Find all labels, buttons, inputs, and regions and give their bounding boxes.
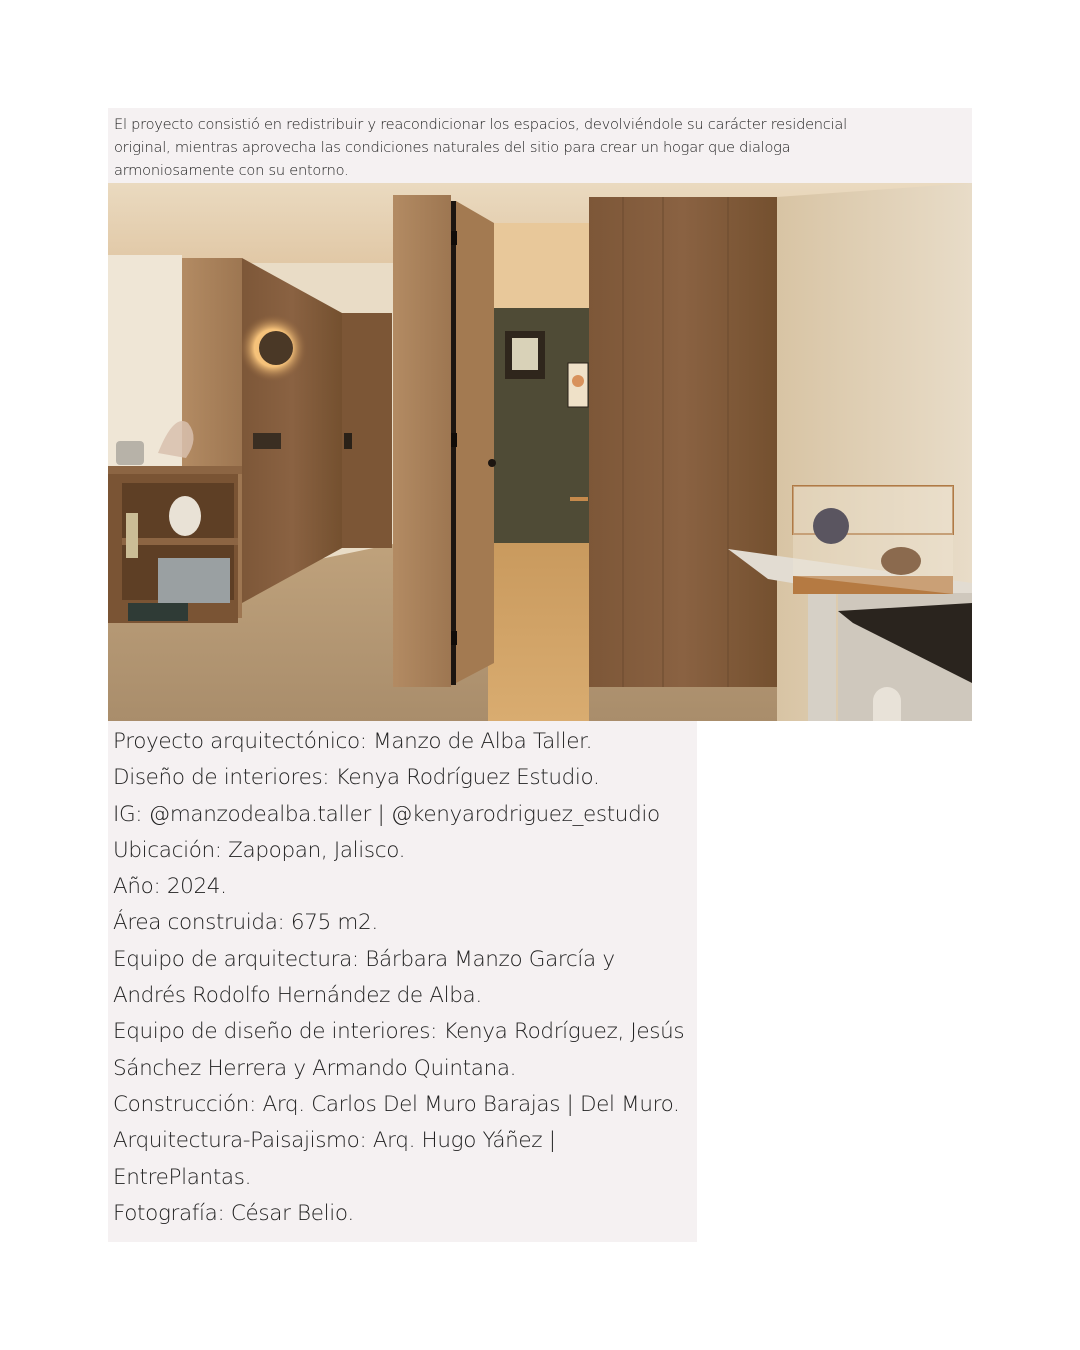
intro-line: original, mientras aprovecha las condiciones naturales del sitio para crear un hogar que dialoga [114,139,791,156]
interior-photo [108,183,972,721]
credit-line-architecture: Proyecto arquitectónico: Manzo de Alba Taller. [113,729,593,754]
credit-line-interior-design: Diseño de interiores: Kenya Rodríguez Estudio. [113,765,600,791]
credit-line-photography: Fotografía: César Belio. [113,1200,354,1226]
credit-line-landscape-cont: EntrePlantas. [113,1164,252,1190]
credits-panel [108,721,697,1242]
credit-line-area: Área construida: 675 m2. [113,910,378,936]
credit-line-interior-team: Equipo de diseño de interiores: Kenya Rodríguez, Jesús [113,1019,685,1045]
intro-text-panel [108,108,972,183]
interior-photo-illustration [108,183,972,721]
credit-line-instagram: IG: @manzodealba.taller | @kenyarodriguez_estudio [113,801,660,827]
credit-line-landscape: Arquitectura-Paisajismo: Arq. Hugo Yáñez | [113,1128,556,1154]
intro-line: El proyecto consistió en redistribuir y reacondicionar los espacios, devolviéndole su carácter residencial [114,116,847,133]
intro-line: armoniosamente con su entorno. [114,162,349,179]
credit-line-architecture-team-cont: Andrés Rodolfo Hernández de Alba. [113,983,482,1009]
credit-line-construction: Construcción: Arq. Carlos Del Muro Barajas | Del Muro. [113,1091,680,1117]
credit-line-location: Ubicación: Zapopan, Jalisco. [113,837,406,863]
credit-line-year: Año: 2024. [113,874,227,900]
credit-line-architecture-team: Equipo de arquitectura: Bárbara Manzo García y [113,946,615,972]
credit-line-interior-team-cont: Sánchez Herrera y Armando Quintana. [113,1055,517,1081]
